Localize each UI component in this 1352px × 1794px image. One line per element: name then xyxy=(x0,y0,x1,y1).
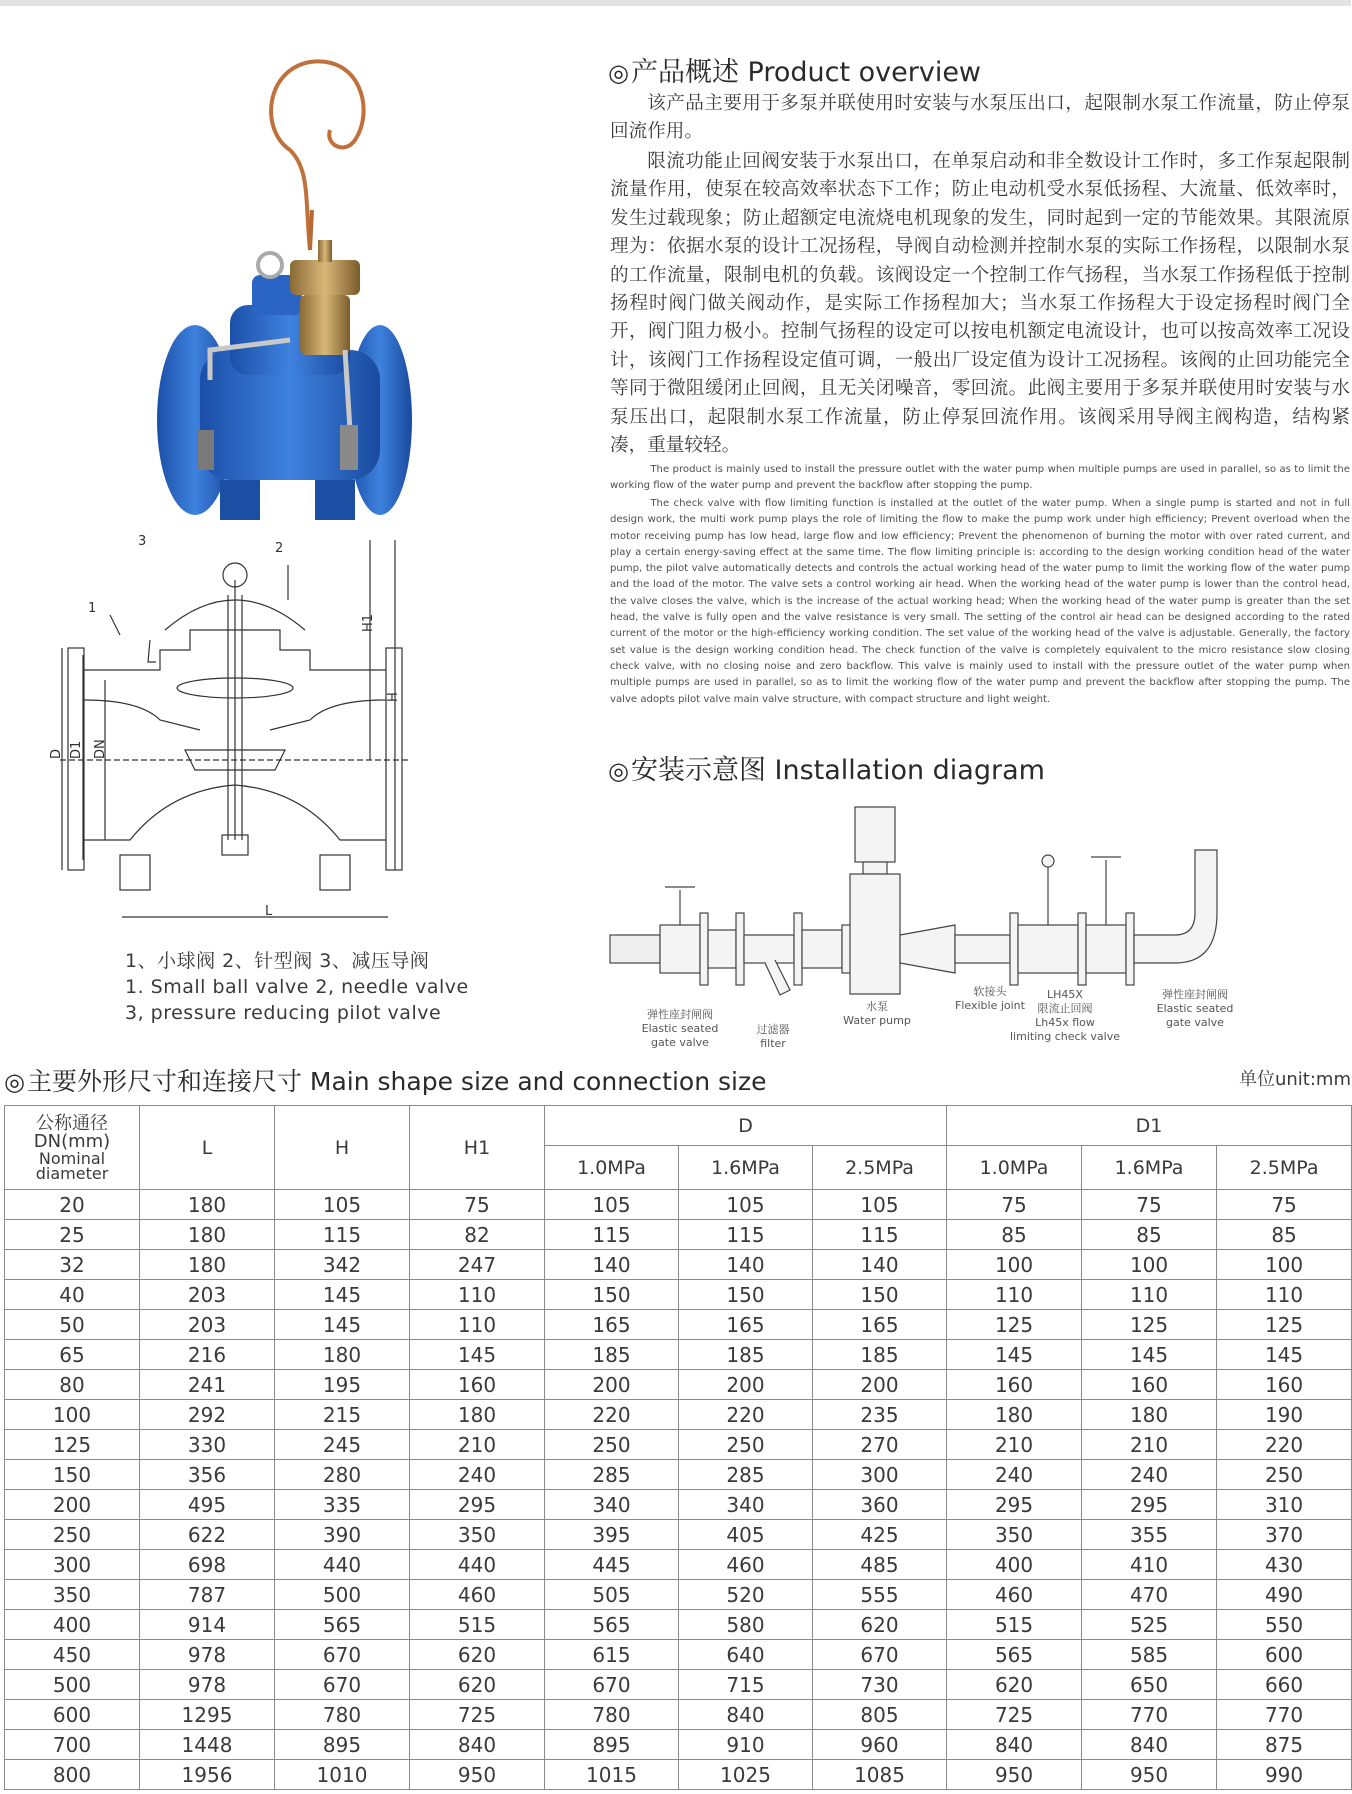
table-cell: 800 xyxy=(5,1760,140,1790)
table-cell: 840 xyxy=(1082,1730,1217,1760)
table-cell: 490 xyxy=(1217,1580,1352,1610)
dim-l: L xyxy=(265,904,273,919)
check-label-en-2: limiting check valve xyxy=(1010,1030,1120,1043)
table-cell: 50 xyxy=(5,1310,140,1340)
table-cell: 460 xyxy=(410,1580,545,1610)
table-cell: 215 xyxy=(275,1400,410,1430)
table-cell: 340 xyxy=(545,1490,679,1520)
table-cell: 780 xyxy=(275,1700,410,1730)
table-cell: 220 xyxy=(545,1400,679,1430)
table-cell: 125 xyxy=(947,1310,1082,1340)
table-cell: 160 xyxy=(1217,1370,1352,1400)
table-cell: 350 xyxy=(947,1520,1082,1550)
table-cell: 622 xyxy=(140,1520,275,1550)
header-d-pressure: 1.0MPa xyxy=(545,1146,679,1190)
table-cell: 875 xyxy=(1217,1730,1352,1760)
table-cell: 140 xyxy=(813,1250,947,1280)
table-row xyxy=(5,1340,1352,1370)
table-cell: 80 xyxy=(5,1370,140,1400)
table-row xyxy=(5,1550,1352,1580)
table-cell: 180 xyxy=(140,1250,275,1280)
table-cell: 150 xyxy=(679,1280,813,1310)
table-cell: 285 xyxy=(679,1460,813,1490)
table-cell: 300 xyxy=(5,1550,140,1580)
table-cell: 145 xyxy=(1217,1340,1352,1370)
table-row xyxy=(5,1430,1352,1460)
table-cell: 555 xyxy=(813,1580,947,1610)
table-cell: 160 xyxy=(410,1370,545,1400)
table-cell: 200 xyxy=(813,1370,947,1400)
table-cell: 250 xyxy=(545,1430,679,1460)
table-row xyxy=(5,1700,1352,1730)
installation-diagram xyxy=(605,795,1350,1050)
table-cell: 670 xyxy=(813,1640,947,1670)
table-cell: 840 xyxy=(679,1700,813,1730)
table-cell: 140 xyxy=(545,1250,679,1280)
header-l: L xyxy=(140,1106,275,1190)
header-dn xyxy=(5,1106,140,1190)
table-cell: 340 xyxy=(679,1490,813,1520)
table-cell: 300 xyxy=(813,1460,947,1490)
header-dn-en-2: diameter xyxy=(35,1163,109,1183)
table-cell: 250 xyxy=(5,1520,140,1550)
table-row xyxy=(5,1640,1352,1670)
table-cell: 160 xyxy=(947,1370,1082,1400)
table-cell: 505 xyxy=(545,1580,679,1610)
gate1-label-en-2: gate valve xyxy=(651,1036,709,1049)
table-cell: 145 xyxy=(410,1340,545,1370)
install-title-mark: ◎ xyxy=(608,757,629,785)
table-cell: 565 xyxy=(947,1640,1082,1670)
table-cell: 895 xyxy=(545,1730,679,1760)
table-row xyxy=(5,1760,1352,1790)
table-cell: 485 xyxy=(813,1550,947,1580)
overview-cn-paragraph-1: 该产品主要用于多泵并联使用时安装与水泵压出口，起限制水泵工作流量，防止停泵回流作用。 xyxy=(610,93,1350,143)
table-cell: 520 xyxy=(679,1580,813,1610)
table-cell: 145 xyxy=(275,1280,410,1310)
table-cell: 620 xyxy=(410,1670,545,1700)
table-row xyxy=(5,1490,1352,1520)
table-cell: 1015 xyxy=(545,1760,679,1790)
table-cell: 180 xyxy=(140,1190,275,1220)
table-cell: 150 xyxy=(813,1280,947,1310)
table-cell: 241 xyxy=(140,1370,275,1400)
table-cell: 515 xyxy=(410,1610,545,1640)
table-cell: 342 xyxy=(275,1250,410,1280)
table-cell: 390 xyxy=(275,1520,410,1550)
table-cell: 235 xyxy=(813,1400,947,1430)
table-cell: 400 xyxy=(947,1550,1082,1580)
overview-en-paragraph-2: The check valve with flow limiting function is installed at the outlet of the water pump. When a single pump is started and not in full design work, the multi work pump plays the role of limiting the flow to make the pump work under high efficiency; Prevent overload when the motor receiving pump has low head, large flow and low efficiency; Prevent the phenomenon of burning the motor with over rated current, and play a certain energy-saving effect at the same time. The flow limiting principle is: according to the design working condition head of the water pump, the pilot valve automatically detects and controls the actual working head of the water pump to limit the working flow of the water pump and the load of the motor. The valve sets a control working air head. When the working head of the water pump is lower than the control head, the valve closes the valve, which is the increase of the actual working head; When the working head of the water pump is greater than the set head, the valve is fully open and the valve resistance is very small. The setting of the control air head can be designed according to the rated current of the motor or the high-efficiency working condition. The set value of the working head of the valve is adjustable. Generally, the factory set value is the design working condition head. The check function of the valve is completely equivalent to the micro resistance slow closing check valve, with no closing noise and zero backflow. This valve is mainly used to install with the pressure outlet of the water pump when multiple pumps are used in parallel, so as to limit the working flow of the water pump and prevent the backflow after stopping the pump. The valve adopts pilot valve main valve structure, with compact structure and light weight. xyxy=(610,498,1350,705)
table-row xyxy=(5,1250,1352,1280)
header-dn-en-1: Nominal xyxy=(38,1148,106,1168)
table-cell: 100 xyxy=(1082,1250,1217,1280)
table-cell: 185 xyxy=(545,1340,679,1370)
table-cell: 295 xyxy=(947,1490,1082,1520)
table-cell: 310 xyxy=(1217,1490,1352,1520)
gate1-label-cn: 弹性座封闸阀 xyxy=(647,1008,713,1021)
table-cell: 145 xyxy=(275,1310,410,1340)
table-cell: 620 xyxy=(813,1610,947,1640)
table-cell: 220 xyxy=(1217,1430,1352,1460)
table-cell: 105 xyxy=(813,1190,947,1220)
header-dn-cn: 公称通径 xyxy=(36,1112,108,1134)
table-cell: 110 xyxy=(1082,1280,1217,1310)
table-cell: 360 xyxy=(813,1490,947,1520)
callout-2: 2 xyxy=(275,541,284,556)
table-cell: 115 xyxy=(545,1220,679,1250)
table-cell: 770 xyxy=(1217,1700,1352,1730)
table-cell: 1956 xyxy=(140,1760,275,1790)
table-cell: 460 xyxy=(947,1580,1082,1610)
header-d1-pressure: 1.0MPa xyxy=(947,1146,1082,1190)
table-row xyxy=(5,1370,1352,1400)
table-cell: 440 xyxy=(275,1550,410,1580)
table-cell: 640 xyxy=(679,1640,813,1670)
table-cell: 85 xyxy=(947,1220,1082,1250)
table-cell: 180 xyxy=(140,1220,275,1250)
table-cell: 180 xyxy=(410,1400,545,1430)
table-cell: 698 xyxy=(140,1550,275,1580)
table-cell: 355 xyxy=(1082,1520,1217,1550)
table-row xyxy=(5,1670,1352,1700)
table-cell: 100 xyxy=(5,1400,140,1430)
table-cell: 600 xyxy=(1217,1640,1352,1670)
table-cell: 356 xyxy=(140,1460,275,1490)
table-cell: 20 xyxy=(5,1190,140,1220)
table-cell: 185 xyxy=(813,1340,947,1370)
table-cell: 840 xyxy=(947,1730,1082,1760)
table-cell: 470 xyxy=(1082,1580,1217,1610)
table-cell: 105 xyxy=(679,1190,813,1220)
valve-technical-drawing xyxy=(49,534,470,930)
table-cell: 600 xyxy=(5,1700,140,1730)
table-cell: 295 xyxy=(1082,1490,1217,1520)
table-cell: 82 xyxy=(410,1220,545,1250)
table-cell: 450 xyxy=(5,1640,140,1670)
table-cell: 65 xyxy=(5,1340,140,1370)
table-cell: 150 xyxy=(545,1280,679,1310)
table-cell: 280 xyxy=(275,1460,410,1490)
table-cell: 203 xyxy=(140,1310,275,1340)
table-cell: 115 xyxy=(813,1220,947,1250)
table-cell: 950 xyxy=(947,1760,1082,1790)
header-d1-pressure: 1.6MPa xyxy=(1082,1146,1217,1190)
table-cell: 670 xyxy=(545,1670,679,1700)
dim-dn: DN xyxy=(93,739,108,759)
table-cell: 405 xyxy=(679,1520,813,1550)
table-cell: 670 xyxy=(275,1640,410,1670)
table-cell: 725 xyxy=(947,1700,1082,1730)
table-cell: 395 xyxy=(545,1520,679,1550)
table-cell: 85 xyxy=(1217,1220,1352,1250)
dim-h1: H1 xyxy=(361,613,376,632)
table-cell: 292 xyxy=(140,1400,275,1430)
table-cell: 770 xyxy=(1082,1700,1217,1730)
filter-label-cn: 过滤器 xyxy=(756,1023,790,1036)
table-cell: 787 xyxy=(140,1580,275,1610)
install-title xyxy=(608,748,1045,787)
table-cell: 180 xyxy=(947,1400,1082,1430)
header-d1-pressure: 2.5MPa xyxy=(1217,1146,1352,1190)
table-cell: 370 xyxy=(1217,1520,1352,1550)
table-cell: 270 xyxy=(813,1430,947,1460)
dim-h: H xyxy=(386,692,401,702)
table-cell: 615 xyxy=(545,1640,679,1670)
pump-label-en: Water pump xyxy=(843,1014,911,1027)
table-cell: 515 xyxy=(947,1610,1082,1640)
table-cell: 440 xyxy=(410,1550,545,1580)
table-cell: 460 xyxy=(679,1550,813,1580)
table-cell: 160 xyxy=(1082,1370,1217,1400)
table-cell: 950 xyxy=(1082,1760,1217,1790)
table-row xyxy=(5,1190,1352,1220)
table-cell: 1448 xyxy=(140,1730,275,1760)
table-cell: 216 xyxy=(140,1340,275,1370)
header-d-pressure: 2.5MPa xyxy=(813,1146,947,1190)
overview-title-mark: ◎ xyxy=(608,59,629,87)
table-cell: 350 xyxy=(5,1580,140,1610)
table-cell: 190 xyxy=(1217,1400,1352,1430)
joint-label-en: Flexible joint xyxy=(955,999,1025,1012)
dimension-table-body xyxy=(5,1190,1352,1790)
table-cell: 250 xyxy=(1217,1460,1352,1490)
table-cell: 240 xyxy=(1082,1460,1217,1490)
table-cell: 445 xyxy=(545,1550,679,1580)
table-cell: 500 xyxy=(275,1580,410,1610)
table-cell: 700 xyxy=(5,1730,140,1760)
table-cell: 165 xyxy=(813,1310,947,1340)
table-row xyxy=(5,1310,1352,1340)
table-cell: 978 xyxy=(140,1670,275,1700)
table-cell: 250 xyxy=(679,1430,813,1460)
joint-label-cn: 软接头 xyxy=(973,985,1007,998)
legend-cn: 1、小球阀 2、针型阀 3、减压导阀 xyxy=(125,950,430,972)
table-row xyxy=(5,1580,1352,1610)
table-cell: 180 xyxy=(275,1340,410,1370)
table-cell: 75 xyxy=(410,1190,545,1220)
dimension-table xyxy=(4,1105,1352,1790)
table-cell: 425 xyxy=(813,1520,947,1550)
legend-en-2: 3, pressure reducing pilot valve xyxy=(125,1002,442,1024)
gate2-label-en-2: gate valve xyxy=(1166,1016,1224,1029)
pump-label-cn: 水泵 xyxy=(866,1000,888,1013)
table-row xyxy=(5,1730,1352,1760)
table-row xyxy=(5,1280,1352,1310)
unit-label: 单位unit:mm xyxy=(1238,1069,1351,1090)
table-cell: 200 xyxy=(679,1370,813,1400)
table-cell: 725 xyxy=(410,1700,545,1730)
table-cell: 165 xyxy=(679,1310,813,1340)
table-cell: 670 xyxy=(275,1670,410,1700)
table-cell: 585 xyxy=(1082,1640,1217,1670)
check-label-cn: 限流止回阀 xyxy=(1037,1002,1093,1015)
table-cell: 200 xyxy=(545,1370,679,1400)
table-cell: 220 xyxy=(679,1400,813,1430)
gate1-label-en-1: Elastic seated xyxy=(641,1022,719,1035)
header-dn-unit: DN(mm) xyxy=(33,1130,111,1152)
table-cell: 565 xyxy=(275,1610,410,1640)
table-cell: 525 xyxy=(1082,1610,1217,1640)
dim-d: D xyxy=(49,748,64,759)
table-cell: 240 xyxy=(410,1460,545,1490)
drawing-legend xyxy=(125,948,469,1026)
table-cell: 195 xyxy=(275,1370,410,1400)
table-title-text: 主要外形尺寸和连接尺寸 Main shape size and connection size xyxy=(26,1067,767,1096)
table-cell: 100 xyxy=(947,1250,1082,1280)
table-cell: 75 xyxy=(1217,1190,1352,1220)
table-row xyxy=(5,1460,1352,1490)
table-row xyxy=(5,1610,1352,1640)
table-cell: 780 xyxy=(545,1700,679,1730)
header-d1: D1 xyxy=(947,1106,1352,1146)
gate2-label-cn: 弹性座封闸阀 xyxy=(1162,988,1228,1001)
table-cell: 115 xyxy=(275,1220,410,1250)
table-cell: 430 xyxy=(1217,1550,1352,1580)
table-cell: 1025 xyxy=(679,1760,813,1790)
filter-label-en: filter xyxy=(760,1037,786,1050)
table-cell: 914 xyxy=(140,1610,275,1640)
table-cell: 210 xyxy=(1082,1430,1217,1460)
table-cell: 295 xyxy=(410,1490,545,1520)
table-cell: 210 xyxy=(410,1430,545,1460)
table-cell: 580 xyxy=(679,1610,813,1640)
table-cell: 960 xyxy=(813,1730,947,1760)
header-h: H xyxy=(275,1106,410,1190)
table-cell: 620 xyxy=(410,1640,545,1670)
table-cell: 895 xyxy=(275,1730,410,1760)
table-cell: 990 xyxy=(1217,1760,1352,1790)
table-cell: 145 xyxy=(947,1340,1082,1370)
table-cell: 110 xyxy=(1217,1280,1352,1310)
table-cell: 150 xyxy=(5,1460,140,1490)
table-cell: 410 xyxy=(1082,1550,1217,1580)
table-cell: 110 xyxy=(410,1280,545,1310)
table-cell: 240 xyxy=(947,1460,1082,1490)
table-cell: 110 xyxy=(947,1280,1082,1310)
table-cell: 978 xyxy=(140,1640,275,1670)
table-cell: 550 xyxy=(1217,1610,1352,1640)
callout-3: 3 xyxy=(138,534,147,549)
table-cell: 100 xyxy=(1217,1250,1352,1280)
top-bar xyxy=(0,0,1351,6)
table-cell: 140 xyxy=(679,1250,813,1280)
table-cell: 500 xyxy=(5,1670,140,1700)
table-cell: 840 xyxy=(410,1730,545,1760)
table-cell: 660 xyxy=(1217,1670,1352,1700)
table-cell: 805 xyxy=(813,1700,947,1730)
table-row xyxy=(5,1520,1352,1550)
overview-cn-paragraph-2: 限流功能止回阀安装于水泵出口，在单泵启动和非全数设计工作时，多工作泵起限制流量作用，使泵在较高效率状态下工作；防止电动机受水泵低扬程、大流量、低效率时，发生过载现象；防止超额定电流烧电机现象的发生，同时起到一定的节能效果。其限流原理为：依据水泵的设计工况扬程，导阀自动检测并控制水泵的实际工作扬程，以限制水泵的工作流量，限制电机的负载。该阀设定一个控制工作气扬程，当水泵工作扬程低于控制扬程时阀门做关阀动作，是实际工作扬程加大；当水泵工作扬程大于设定扬程时阀门全开，阀门阻力极小。控制气扬程的设定可以按电机额定电流设计，也可以按高效率工况设计，该阀门工作扬程设定值可调，一般出厂设定值为设计工况扬程。该阀的止回功能完全等同于微阻缓闭止回阀，且无关闭噪音，零回流。此阀主要用于多泵并联使用时安装与水泵压出口，起限制水泵工作流量，防止停泵回流作用。该阀采用导阀主阀构造，结构紧凑，重量较轻。 xyxy=(610,151,1350,457)
table-cell: 247 xyxy=(410,1250,545,1280)
valve-photo xyxy=(140,50,430,530)
table-cell: 203 xyxy=(140,1280,275,1310)
header-h1: H1 xyxy=(410,1106,545,1190)
table-cell: 330 xyxy=(140,1430,275,1460)
table-cell: 210 xyxy=(947,1430,1082,1460)
table-cell: 350 xyxy=(410,1520,545,1550)
table-cell: 715 xyxy=(679,1670,813,1700)
table-cell: 40 xyxy=(5,1280,140,1310)
legend-en-1: 1. Small ball valve 2, needle valve xyxy=(125,976,469,998)
table-cell: 75 xyxy=(1082,1190,1217,1220)
table-title xyxy=(4,1062,766,1098)
callout-1: 1 xyxy=(88,601,97,616)
overview-title-text: 产品概述 Product overview xyxy=(630,57,982,88)
table-cell: 125 xyxy=(1082,1310,1217,1340)
table-row xyxy=(5,1400,1352,1430)
table-cell: 75 xyxy=(947,1190,1082,1220)
table-cell: 25 xyxy=(5,1220,140,1250)
table-cell: 105 xyxy=(275,1190,410,1220)
header-d-pressure: 1.6MPa xyxy=(679,1146,813,1190)
table-cell: 245 xyxy=(275,1430,410,1460)
gate2-label-en-1: Elastic seated xyxy=(1156,1002,1234,1015)
table-cell: 910 xyxy=(679,1730,813,1760)
overview-en-paragraph-1: The product is mainly used to install the pressure outlet with the water pump when multiple pumps are used in parallel, so as to limit the working flow of the water pump and prevent the backflow after stopping the pump. xyxy=(610,464,1350,492)
table-cell: 115 xyxy=(679,1220,813,1250)
header-d: D xyxy=(545,1106,947,1146)
table-cell: 400 xyxy=(5,1610,140,1640)
table-cell: 620 xyxy=(947,1670,1082,1700)
check-label-en-1: Lh45x flow xyxy=(1035,1016,1095,1029)
table-title-mark: ◎ xyxy=(4,1068,25,1096)
table-cell: 565 xyxy=(545,1610,679,1640)
table-cell: 185 xyxy=(679,1340,813,1370)
check-label-code: LH45X xyxy=(1047,988,1083,1001)
table-cell: 1295 xyxy=(140,1700,275,1730)
overview-title xyxy=(608,50,981,89)
table-cell: 32 xyxy=(5,1250,140,1280)
table-cell: 335 xyxy=(275,1490,410,1520)
table-cell: 495 xyxy=(140,1490,275,1520)
table-cell: 145 xyxy=(1082,1340,1217,1370)
table-cell: 105 xyxy=(545,1190,679,1220)
table-cell: 165 xyxy=(545,1310,679,1340)
table-cell: 950 xyxy=(410,1760,545,1790)
table-cell: 650 xyxy=(1082,1670,1217,1700)
table-cell: 285 xyxy=(545,1460,679,1490)
table-cell: 110 xyxy=(410,1310,545,1340)
table-cell: 85 xyxy=(1082,1220,1217,1250)
dim-d1: D1 xyxy=(69,740,84,759)
table-cell: 125 xyxy=(5,1430,140,1460)
install-title-text: 安装示意图 Installation diagram xyxy=(630,755,1045,786)
table-cell: 200 xyxy=(5,1490,140,1520)
table-cell: 730 xyxy=(813,1670,947,1700)
table-cell: 180 xyxy=(1082,1400,1217,1430)
table-cell: 125 xyxy=(1217,1310,1352,1340)
table-cell: 1010 xyxy=(275,1760,410,1790)
table-cell: 1085 xyxy=(813,1760,947,1790)
table-row xyxy=(5,1220,1352,1250)
